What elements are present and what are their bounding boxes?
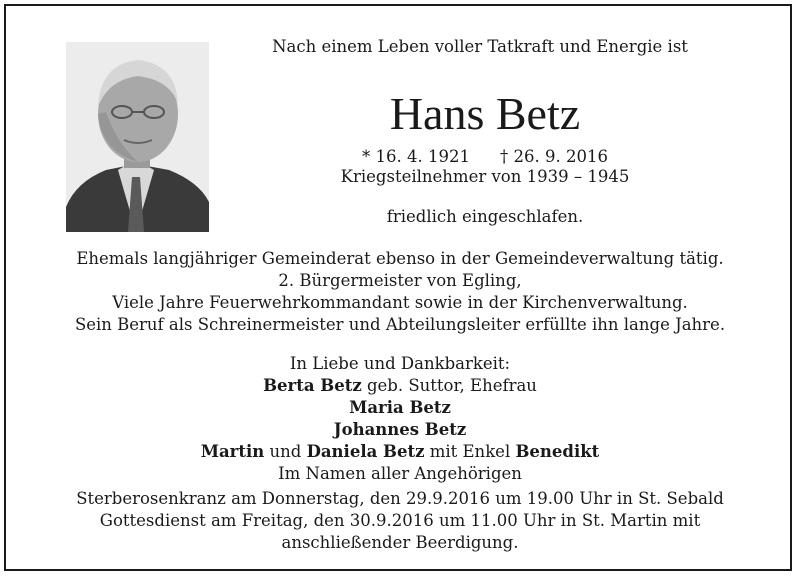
bio-line: Viele Jahre Feuerwehrkommandant sowie in der Kirchenverwaltung.	[112, 293, 688, 312]
bio-line: Sein Beruf als Schreinermeister und Abteilungsleiter erfüllte ihn lange Jahre.	[74, 315, 726, 334]
family-closing: Im Namen aller Angehörigen	[278, 464, 522, 483]
service-details	[10, 488, 790, 554]
portrait-photo	[66, 42, 209, 232]
connector-text: mit Enkel	[429, 442, 511, 461]
life-dates	[230, 146, 740, 168]
family-line-child	[10, 419, 790, 441]
child-name: Johannes Betz	[333, 420, 467, 439]
war-service-line: Kriegsteilnehmer von 1939 – 1945	[340, 167, 630, 186]
death-date: † 26. 9. 2016	[500, 147, 608, 166]
child-name: Martin	[200, 442, 265, 461]
biography	[10, 248, 790, 336]
service-line: Sterberosenkranz am Donnerstag, den 29.9.2016 um 19.00 Uhr in St. Sebald	[76, 489, 724, 508]
grandchild-name: Benedikt	[515, 442, 600, 461]
birth-date: * 16. 4. 1921	[362, 147, 470, 166]
connector-text: und	[269, 442, 302, 461]
intro-line: Nach einem Leben voller Tatkraft und Energie ist	[272, 37, 688, 56]
passing-line: friedlich eingeschlafen.	[386, 207, 584, 226]
portrait-image	[66, 42, 209, 232]
partner-name: Daniela Betz	[306, 442, 425, 461]
family-line-grandchild	[10, 441, 790, 463]
family-intro: In Liebe und Dankbarkeit:	[289, 354, 511, 373]
child-name: Maria Betz	[349, 398, 451, 417]
family-line-child	[10, 397, 790, 419]
bio-line: 2. Bürgermeister von Egling,	[278, 271, 522, 290]
deceased-name: Hans Betz	[389, 88, 581, 139]
family-line-wife	[10, 375, 790, 397]
bio-line: Ehemals langjähriger Gemeinderat ebenso in der Gemeindeverwaltung tätig.	[76, 249, 724, 268]
wife-note: geb. Suttor, Ehefrau	[366, 376, 537, 395]
wife-name: Berta Betz	[263, 376, 362, 395]
family-signatures	[10, 353, 790, 485]
service-line: anschließender Beerdigung.	[281, 533, 519, 552]
service-line: Gottesdienst am Freitag, den 30.9.2016 um 11.00 Uhr in St. Martin mit	[99, 511, 701, 530]
